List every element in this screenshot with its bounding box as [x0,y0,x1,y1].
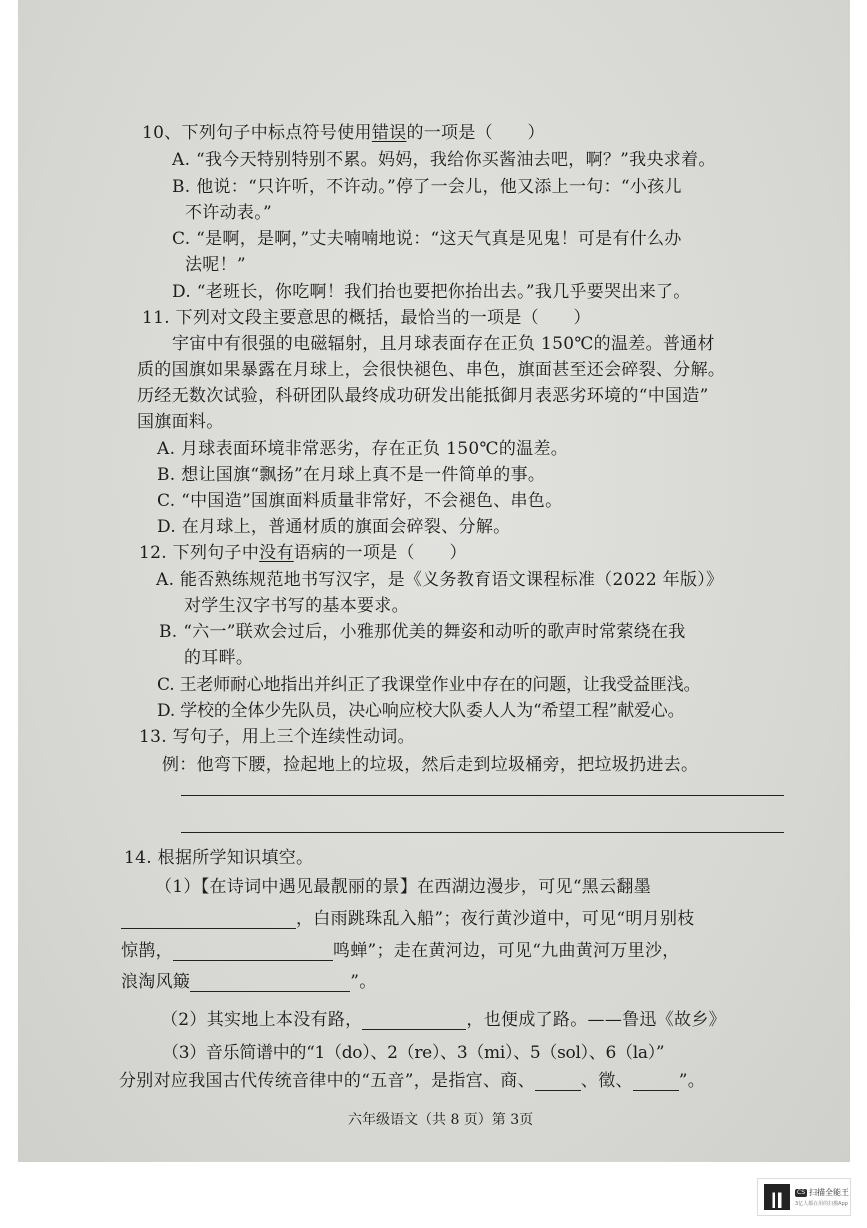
q14-part3-line1: （3）音乐简谱中的“1（do）、2（re）、3（mi）、5（sol）、6（la）” [162,1043,665,1063]
q14-blank-6[interactable] [633,1090,679,1091]
q12-option-b-cont: 的耳畔。 [184,648,254,668]
q14-blank-2[interactable] [173,960,333,961]
q12-stem: 12. 下列句子中没有语病的一项是（ ） [139,543,467,563]
q10-option-a: A. “我今天特别特别不累。妈妈，我给你买酱油去吧，啊？”我央求着。 [172,150,716,170]
q12-option-d: D. 学校的全体少先队员，决心响应校大队委人人为“希望工程”献爱心。 [157,701,685,721]
q12-option-b: B. “六一”联欢会过后，小雅那优美的舞姿和动听的歌声时常萦绕在我 [159,622,686,642]
q10-stem-emphasis: 错误 [371,123,407,143]
q14-part1-line4-post: ”。 [350,972,377,992]
q12-stem-emphasis: 没有 [259,543,294,563]
q14-part1-line1: （1）【在诗词中遇见最靓丽的景】在西湖边漫步，可见“黑云翻墨 [155,877,652,897]
q14-part1-line3-pre: 惊鹊， [121,941,173,961]
q10-option-c-cont: 法呢！” [185,255,246,275]
q14-blank-3[interactable] [190,991,350,992]
q11-passage-line-1: 宇宙中有很强的电磁辐射，且月球表面存在正负 150℃的温差。普通材 [172,334,715,354]
q11-passage-line-4: 国旗面料。 [137,412,224,432]
q10-option-b-cont: 不许动表。” [185,203,272,223]
cs-logo-icon: CS [797,1188,805,1196]
q13-stem: 13. 写句子，用上三个连续性动词。 [139,727,415,747]
q11-option-a: A. 月球表面环境非常恶劣，存在正负 150℃的温差。 [157,439,569,459]
q10-stem: 10、下列句子中标点符号使用错误的一项是（ ） [142,123,545,143]
q10-option-b: B. 他说：“只许听，不许动。”停了一会儿，他又添上一句：“小孩儿 [172,177,682,197]
q14-blank-5[interactable] [535,1090,581,1091]
q10-option-d: D. “老班长，你吃啊！我们抬也要把你抬出去。”我几乎要哭出来了。 [172,282,691,302]
q11-passage-line-3: 历经无数次试验，科研团队最终成功研发出能抵御月表恶劣环境的“中国造” [137,386,709,406]
q11-passage-line-2: 质的国旗如果暴露在月球上，会很快褪色、串色，旗面甚至还会碎裂、分解。 [137,360,726,380]
scanner-watermark [757,1178,851,1216]
q11-option-b: B. 想让国旗“飘扬”在月球上真不是一件简单的事。 [157,465,546,485]
q14-part3-line2-mid: 、徵、 [580,1071,633,1091]
scanned-exam-page [18,0,850,1162]
q14-part1-line2: ，白雨跳珠乱入船”；夜行黄沙道中，可见“明月别枝 [296,909,695,929]
q12-option-c: C. 王老师耐心地指出并纠正了我课堂作业中存在的问题，让我受益匪浅。 [157,675,701,695]
q14-part3-line2-pre: 分别对应我国古代传统音律中的“五音”，是指宫、商、 [119,1071,535,1091]
page-footer: 六年级语文（共 8 页）第 3页 [348,1112,534,1128]
q14-part1-line4-pre: 浪淘风簸 [121,972,191,992]
q14-part2-pre: （2）其实地上本没有路， [161,1010,363,1030]
q13-example: 例：他弯下腰，捡起地上的垃圾，然后走到垃圾桶旁，把垃圾扔进去。 [162,755,699,775]
watermark-subtitle: 3亿人都在用的扫描App [795,1201,848,1207]
q14-part1-line3-post: 鸣蝉”；走在黄河边，可见“九曲黄河万里沙， [332,941,680,961]
q11-option-d: D. 在月球上，普通材质的旗面会碎裂、分解。 [157,517,511,537]
qr-code-icon [764,1184,790,1210]
q13-answer-line-1[interactable] [181,795,784,796]
q14-blank-1[interactable] [121,928,296,929]
q14-part2-post: ，也便成了路。——鲁迅《故乡》 [466,1010,726,1030]
watermark-name: 扫描全能王 [809,1188,849,1197]
q12-option-a-cont: 对学生汉字书写的基本要求。 [184,596,409,616]
q14-stem: 14. 根据所学知识填空。 [124,848,314,868]
q13-answer-line-2[interactable] [181,832,784,833]
q14-blank-4[interactable] [362,1029,466,1030]
q11-option-c: C. “中国造”国旗面料质量非常好，不会褪色、串色。 [157,491,563,511]
q12-option-a: A. 能否熟练规范地书写汉字，是《义务教育语文课程标准（2022 年版）》 [156,570,724,590]
q10-option-c: C. “是啊，是啊，”丈夫喃喃地说：“这天气真是见鬼！可是有什么办 [172,229,682,249]
q14-part3-line2-post: ”。 [678,1071,706,1091]
q11-stem: 11. 下列对文段主要意思的概括，最恰当的一项是（ ） [142,308,591,328]
